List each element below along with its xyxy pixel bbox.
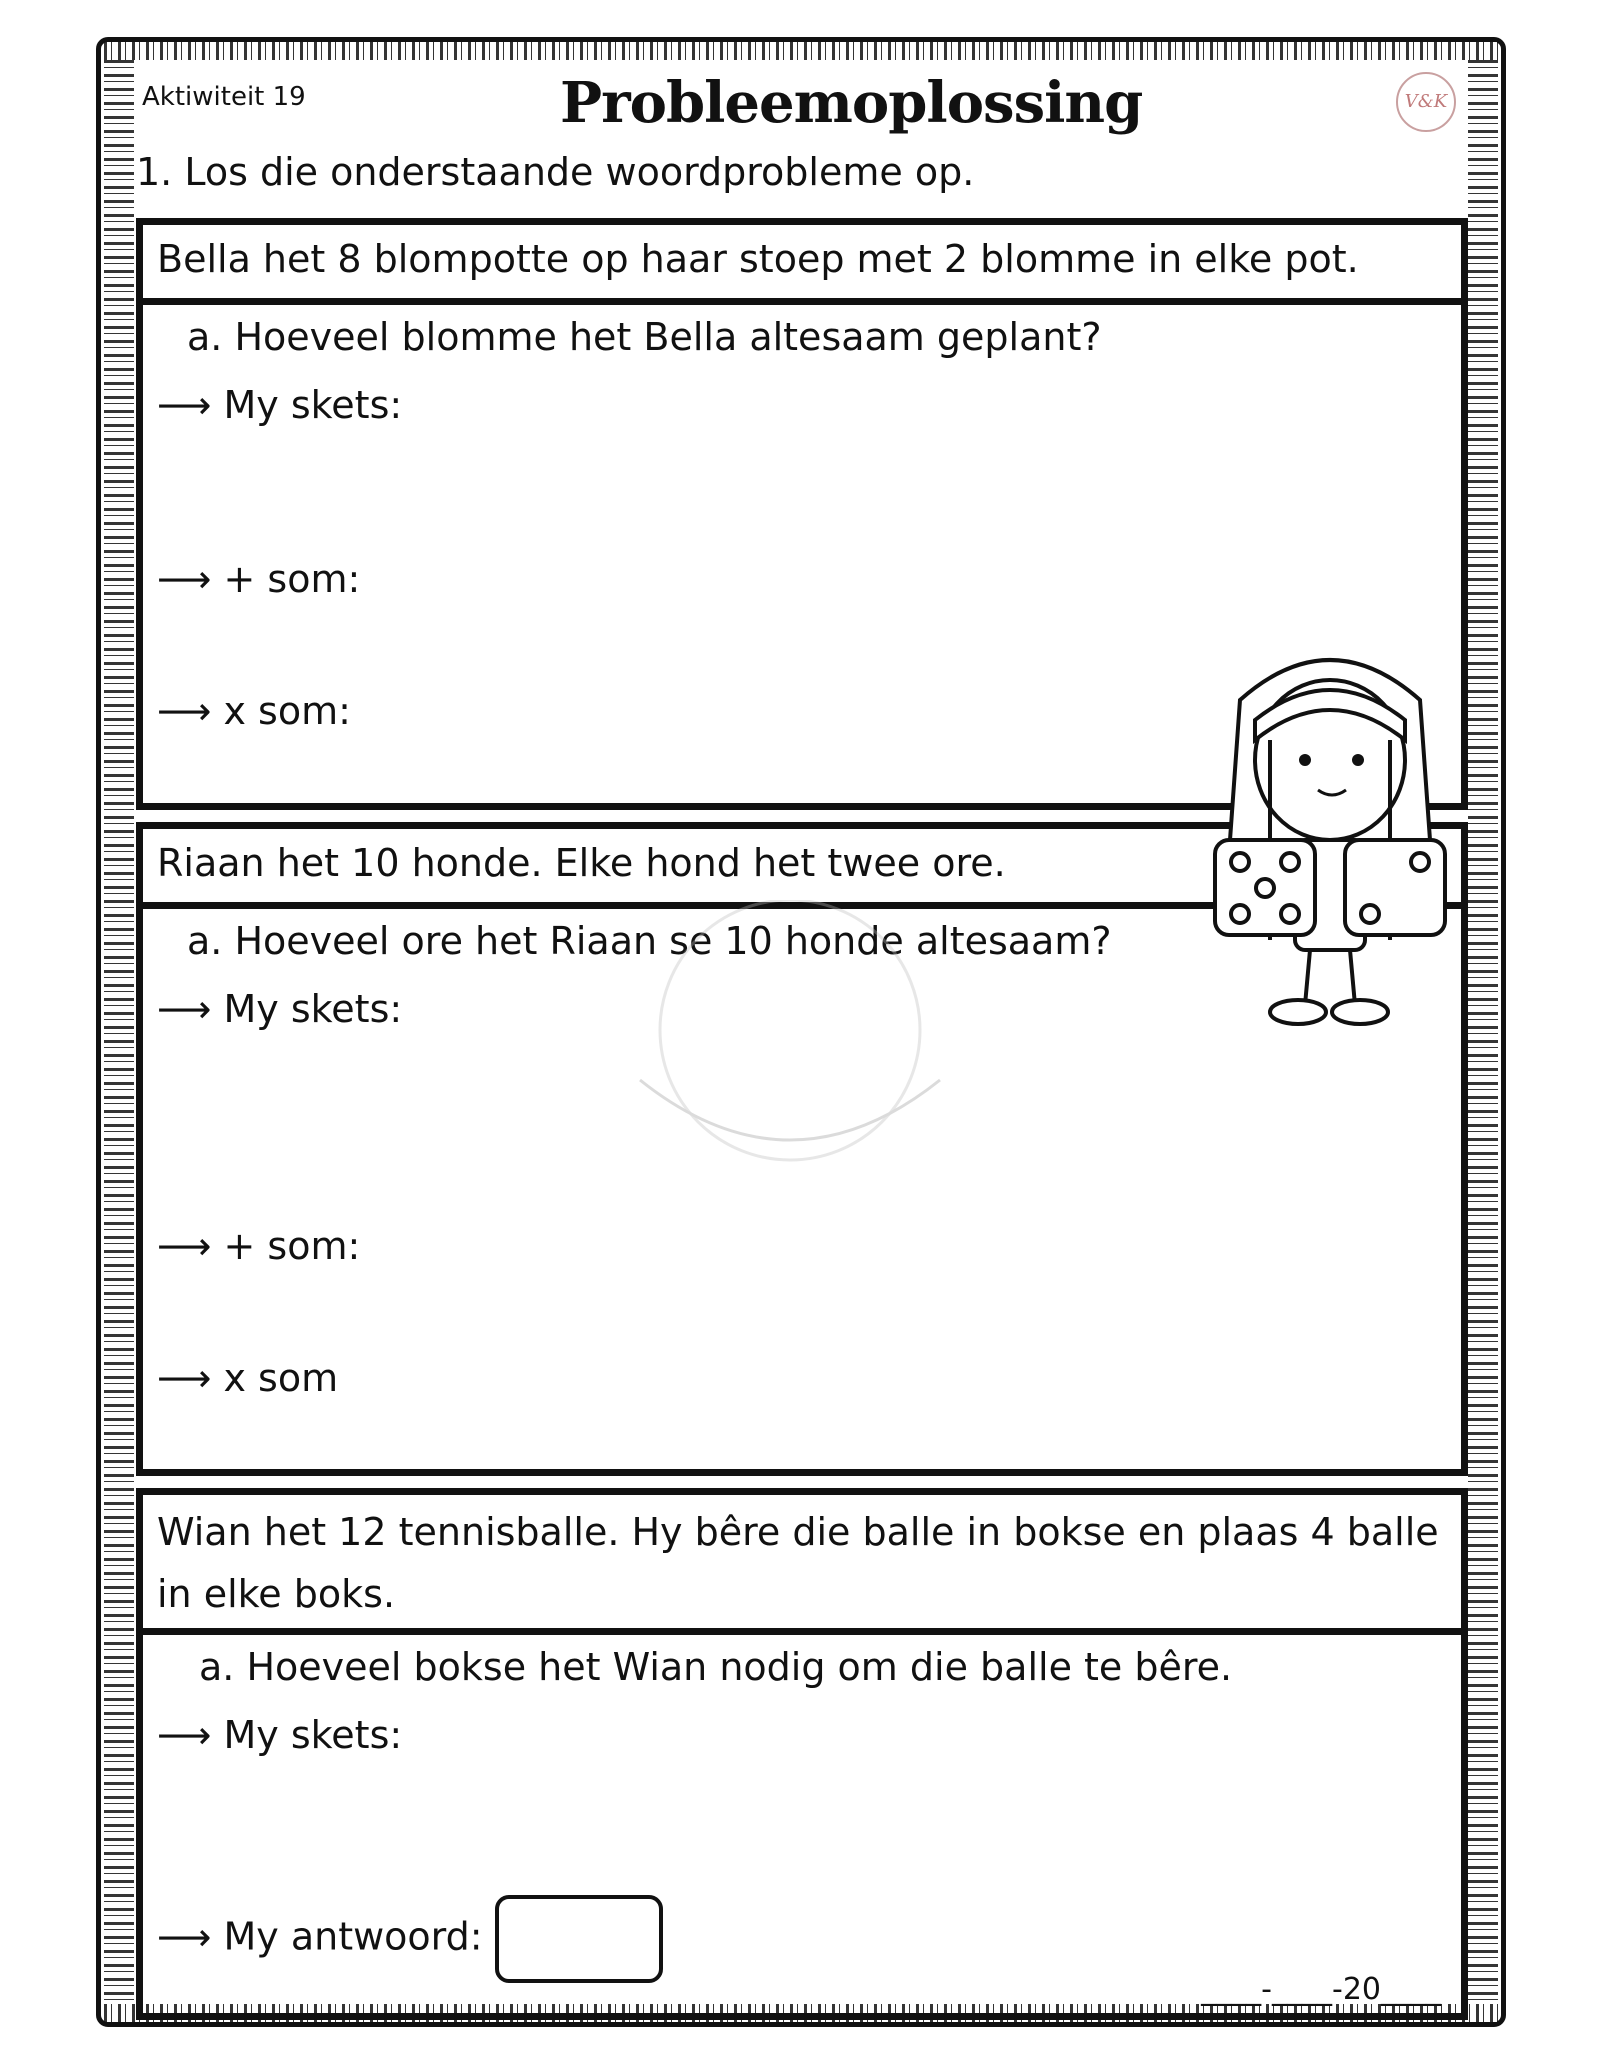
problem-prompt-1: Bella het 8 blompotte op haar stoep met 2 blomme in elke pot. bbox=[143, 225, 1461, 305]
sketch-label: My skets: bbox=[223, 1713, 403, 1757]
times-sum-line-1 bbox=[157, 689, 351, 733]
problem-question-1: a. Hoeveel blomme het Bella altesaam geplant? bbox=[187, 315, 1102, 359]
logo-seal: V&K bbox=[1396, 72, 1456, 132]
arrow-icon: ⟶ bbox=[157, 987, 212, 1031]
arrow-icon: ⟶ bbox=[157, 557, 212, 601]
border-pattern-top bbox=[104, 42, 1498, 60]
problem-prompt-3: Wian het 12 tennisballe. Hy bêre die balle in bokse en plaas 4 balle in elke boks. bbox=[143, 1495, 1461, 1635]
times-sum-label: x som bbox=[223, 1356, 339, 1400]
sketch-label: My skets: bbox=[223, 987, 403, 1031]
problem-question-3: a. Hoeveel bokse het Wian nodig om die balle te bêre. bbox=[199, 1645, 1233, 1689]
sketch-line-3 bbox=[157, 1713, 402, 1757]
times-sum-label: x som: bbox=[223, 689, 351, 733]
sketch-label: My skets: bbox=[223, 383, 403, 427]
arrow-icon: ⟶ bbox=[157, 1356, 212, 1400]
score-field: ____-____-20____ bbox=[1201, 1972, 1441, 2007]
sketch-line-1 bbox=[157, 383, 402, 427]
watermark-seal bbox=[600, 900, 980, 1200]
activity-label: Aktiwiteit 19 bbox=[142, 82, 306, 112]
border-pattern-left bbox=[104, 60, 134, 2004]
instruction-text: 1. Los die onderstaande woordprobleme op. bbox=[136, 150, 975, 194]
border-pattern-right bbox=[1468, 60, 1498, 2004]
problem-question-2: a. Hoeveel ore het Riaan se 10 honde altesaam? bbox=[187, 919, 1112, 963]
times-sum-line-2 bbox=[157, 1356, 338, 1400]
problem-prompt-2: Riaan het 10 honde. Elke hond het twee ore. bbox=[143, 829, 1461, 909]
girl-with-dice-illustration bbox=[1200, 640, 1460, 1040]
sketch-line-2 bbox=[157, 987, 402, 1031]
problem-box-3 bbox=[136, 1488, 1468, 2020]
plus-sum-line-2 bbox=[157, 1224, 360, 1268]
arrow-icon: ⟶ bbox=[157, 1224, 212, 1268]
answer-label: My antwoord: bbox=[223, 1914, 483, 1959]
arrow-icon: ⟶ bbox=[157, 1713, 212, 1757]
arrow-icon: ⟶ bbox=[157, 1914, 212, 1959]
page-title: Probleemoplossing bbox=[560, 70, 1143, 136]
plus-sum-label: + som: bbox=[223, 1224, 361, 1268]
arrow-icon: ⟶ bbox=[157, 383, 212, 427]
arrow-icon: ⟶ bbox=[157, 689, 212, 733]
plus-sum-line-1 bbox=[157, 557, 360, 601]
answer-line-3 bbox=[157, 1895, 663, 1983]
answer-input-box[interactable] bbox=[495, 1895, 663, 1983]
plus-sum-label: + som: bbox=[223, 557, 361, 601]
